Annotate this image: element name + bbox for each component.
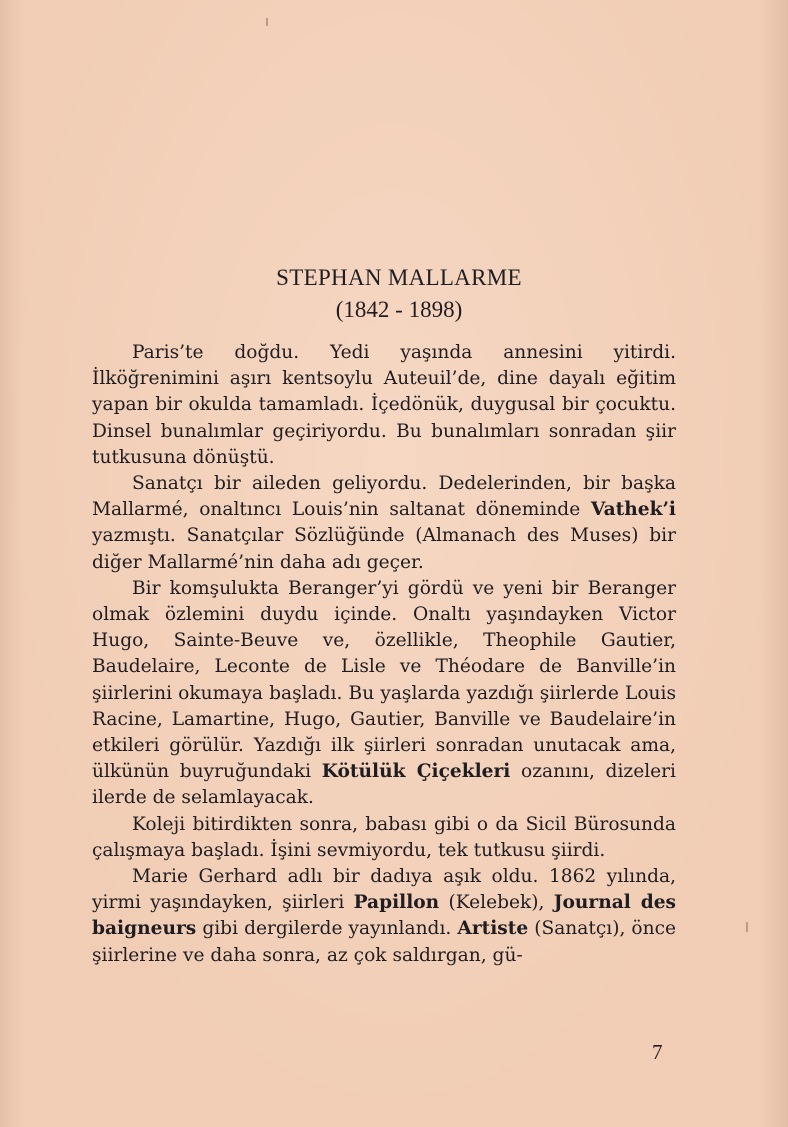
bold-title: Artiste bbox=[457, 918, 529, 940]
paper-mark bbox=[746, 922, 748, 932]
paragraph bbox=[92, 812, 676, 864]
text-segment: gibi dergilerde yayınlandı. bbox=[196, 918, 458, 940]
text-segment: Bir komşulukta Beranger’yi gördü ve yeni bir Beranger olmak özlemini duydu içinde. Onaltı yaşındayken Victor Hugo, Sainte-Beuve ve, özellikle, Theophile Gautier, Baudelaire, Leconte de Lisle ve Théodare de Banville’in şiirlerini okumaya başladı. Bu yaşlarda yazdığı şiirlerde Louis Racine, Lamartine, Hugo, Gautier, Banville ve Baudelaire’in etkileri görülür. Yazdığı ilk şiirleri sonradan unutacak ama, ülkünün buyruğundaki bbox=[92, 577, 676, 783]
body-text bbox=[92, 340, 676, 969]
paragraph bbox=[92, 576, 676, 812]
page-number: 7 bbox=[652, 1040, 663, 1064]
text-segment: Marie Gerhard adlı bir dadıya aşık oldu. 1862 yılında, yirmi yaşındayken, şiirleri bbox=[92, 866, 676, 914]
bold-title: Vathek’i bbox=[590, 499, 676, 521]
chapter-title: STEPHAN MALLARME bbox=[276, 265, 522, 290]
text-segment: (Sanatçı), önce şiirlerine ve daha sonra, az çok saldırgan, gü- bbox=[92, 918, 677, 966]
paper-mark bbox=[266, 18, 268, 26]
text-segment: ozanını, dizeleri ilerde de selamlayacak. bbox=[92, 761, 676, 809]
bold-title: Journal des baigneurs bbox=[92, 892, 676, 940]
chapter-years: (1842 - 1898) bbox=[335, 297, 463, 322]
text-segment: Paris’te doğdu. Yedi yaşında annesini yitirdi. İlköğrenimini aşırı kentsoylu Auteuil’de, dine dayalı eğitim yapan bir okulda tamamladı. İçedönük, duygusal bir çocuktu. Dinsel bunalımlar geçiriyordu. Bu bunalımları sonradan şiir tutkusuna dönüştü. bbox=[92, 342, 676, 468]
text-segment: Koleji bitirdikten sonra, babası gibi o da Sicil Bürosunda çalışmaya başladı. İşini sevmiyordu, tek tutkusu şiirdi. bbox=[92, 813, 676, 861]
paragraph bbox=[92, 340, 676, 471]
text-segment: (Kelebek), bbox=[439, 892, 554, 914]
paragraph bbox=[92, 471, 676, 576]
bold-title: Papillon bbox=[353, 892, 440, 914]
chapter-heading bbox=[0, 262, 788, 326]
paragraph bbox=[92, 864, 676, 969]
text-segment: yazmıştı. Sanatçılar Sözlüğünde (Almanach des Muses) bir diğer Mallarmé’nin daha adı geçer. bbox=[92, 525, 676, 573]
text-segment: Sanatçı bir aileden geliyordu. Dedelerinden, bir başka Mallarmé, onaltıncı Louis’nin saltanat döneminde bbox=[92, 473, 676, 521]
bold-title: Kötülük Çiçekleri bbox=[321, 761, 511, 783]
